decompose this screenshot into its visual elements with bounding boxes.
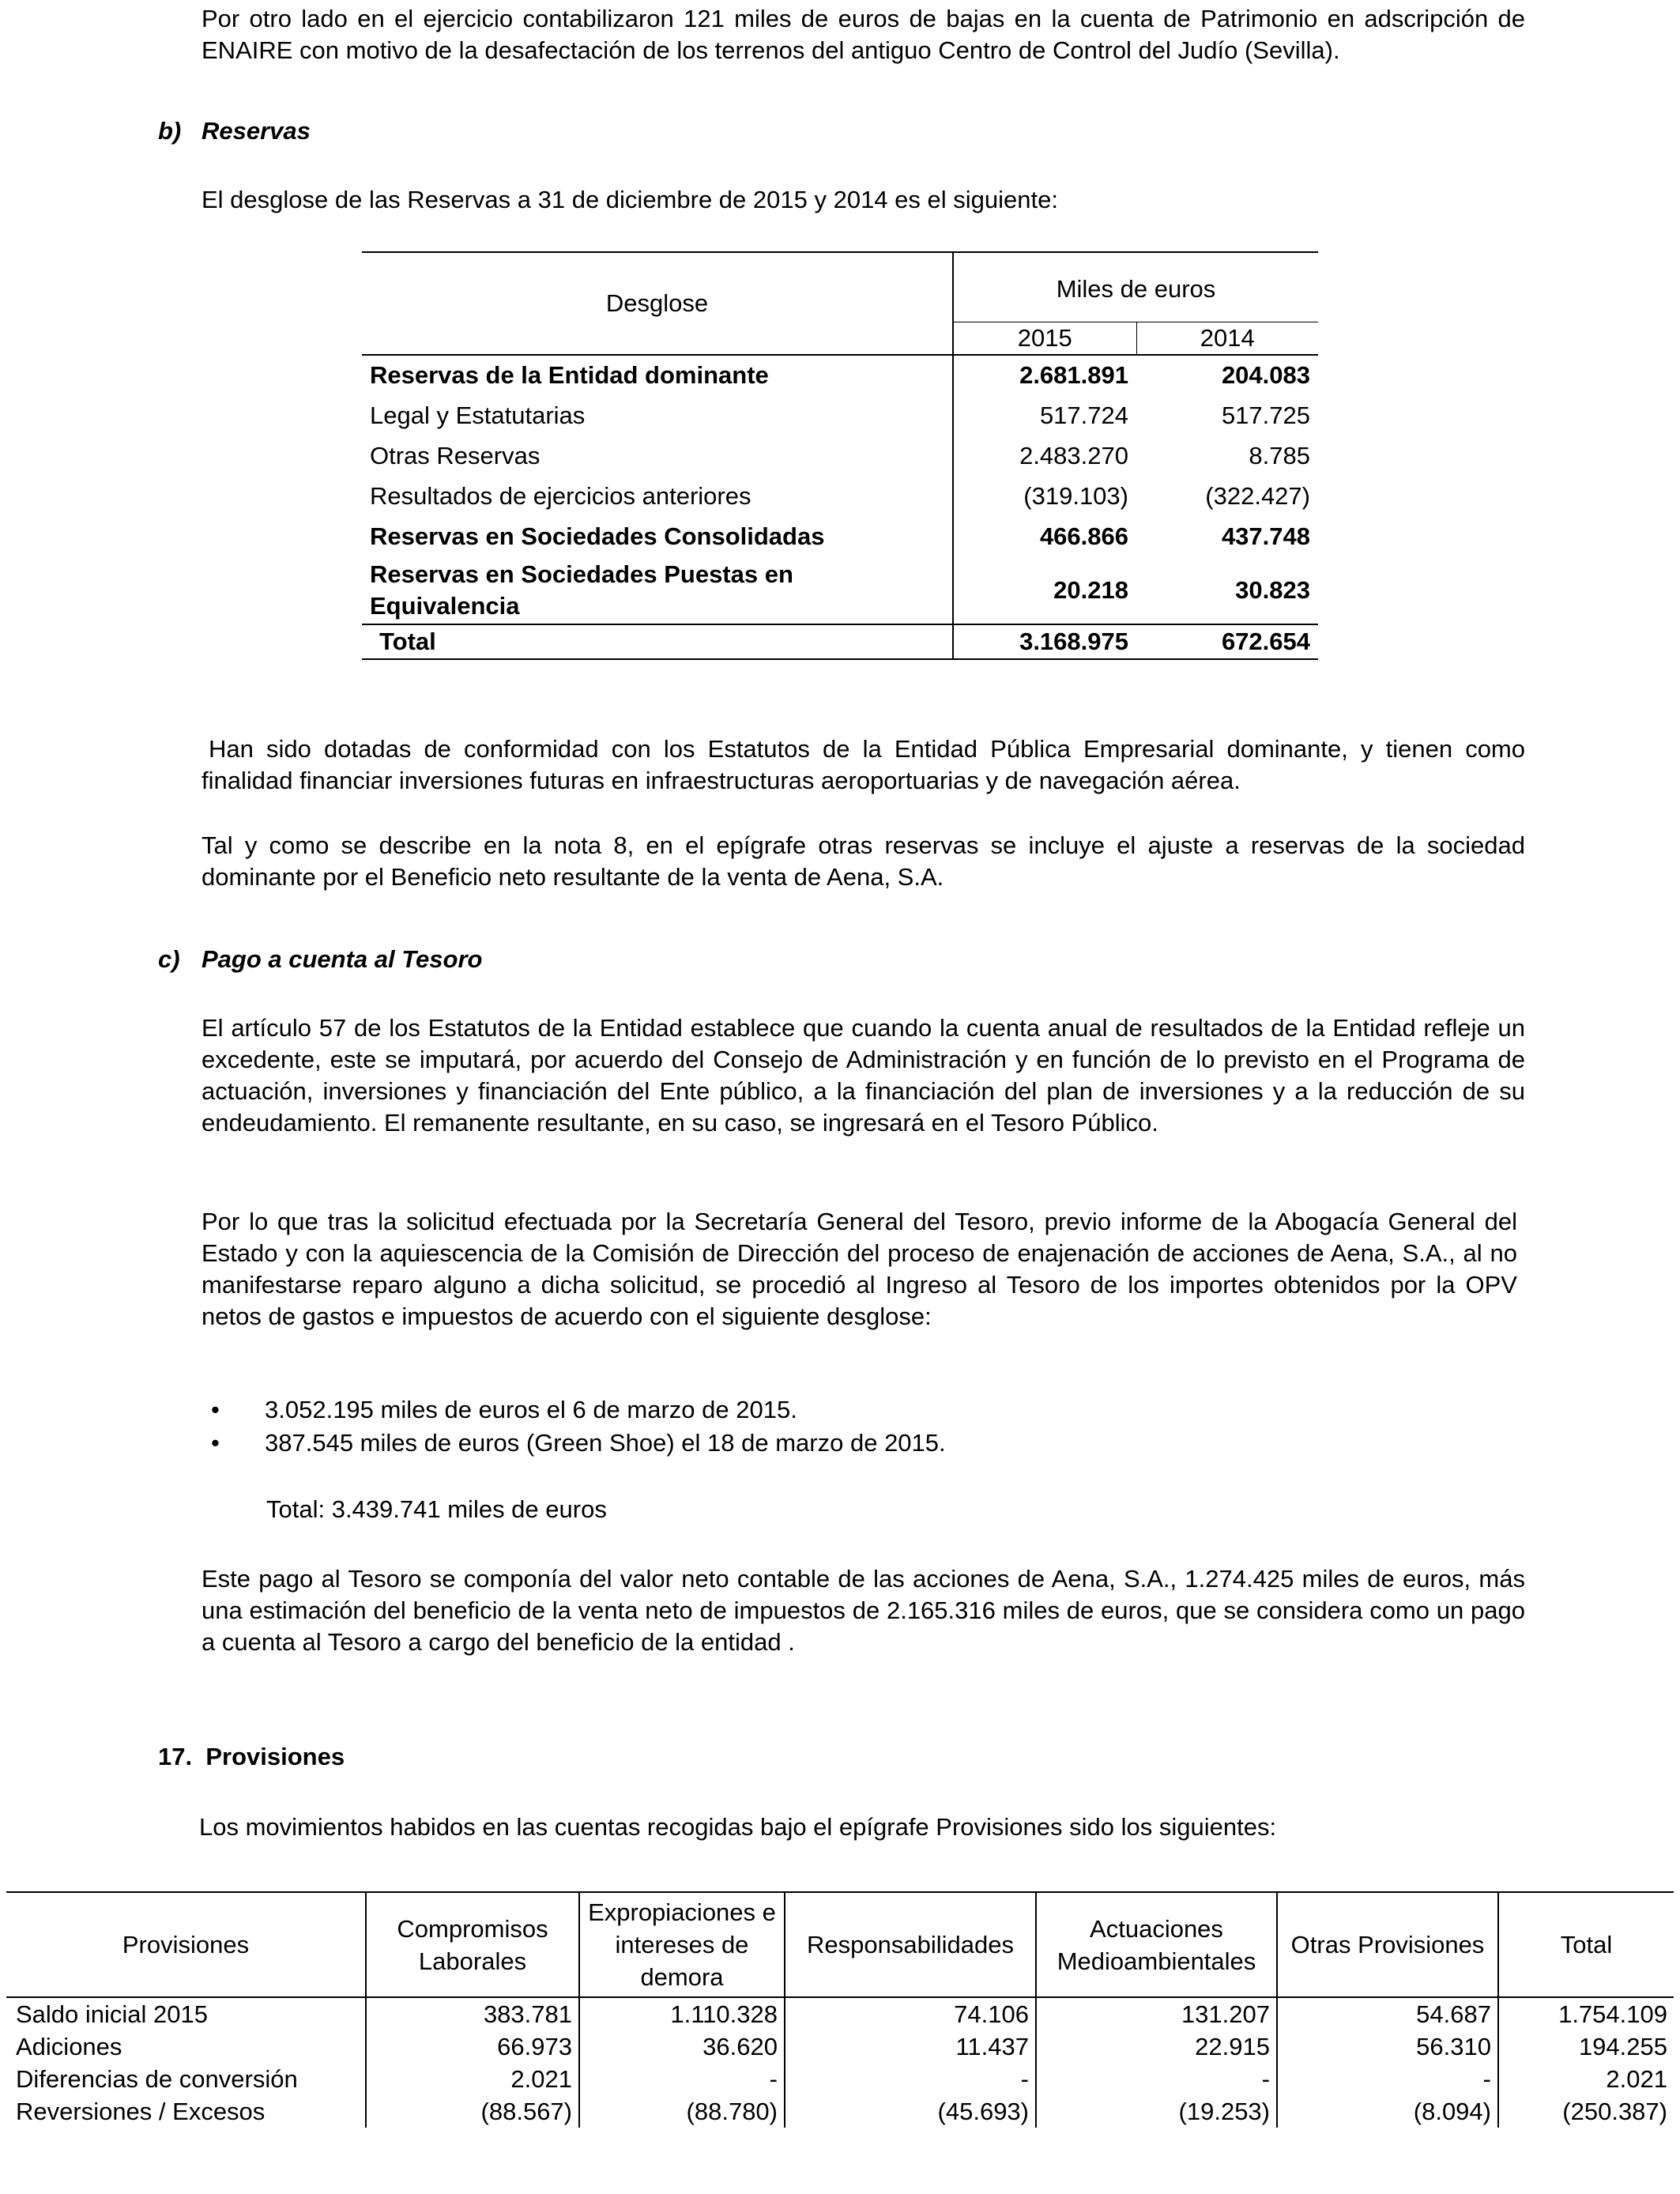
cell: 2.021 [1498, 2063, 1674, 2095]
row-label: Reversiones / Excesos [16, 2098, 266, 2125]
col-header: Provisiones [6, 1892, 366, 1997]
section-17-heading [158, 1741, 345, 1773]
value-2015: 2.681.891 [953, 355, 1136, 395]
section-c-paragraph-1: El artículo 57 de los Estatutos de la Entidad establece que cuando la cuenta anual de resultados de la Entidad refleje un excedente, este se imputará, por acuerdo del Consejo de Administración y en función de lo previsto en el Programa de actuación, inversiones y financiación del Ente público, a la financiación del plan de inversiones y a la reducción de su endeudamiento. El remanente resultante, en su caso, se ingresará en el Tesoro Público. [202, 1014, 1525, 1137]
table-row [6, 2030, 1674, 2063]
cell: - [1277, 2063, 1498, 2095]
list-item: • 387.545 miles de euros (Green Shoe) el 18 de marzo de 2015. [202, 1427, 946, 1460]
section-c-paragraph-2: Por lo que tras la solicitud efectuada por la Secretaría General del Tesoro, previo informe de la Abogacía General del Estado y con la aquiescencia de la Comisión de Dirección del proceso de enajenación de acciones de Aena, S.A., al no manifestarse reparo alguno a dicha solicitud, se procedió al Ingreso al Tesoro de los importes obtenidos por la OPV netos de gastos e impuestos de acuerdo con el siguiente desglose: [202, 1208, 1517, 1330]
table-row-total [362, 624, 1318, 659]
section-c-title: Pago a cuenta al Tesoro [202, 945, 483, 973]
reservas-head-group: Miles de euros [953, 252, 1318, 322]
cell: (8.094) [1277, 2095, 1498, 2128]
cell: 22.915 [1036, 2030, 1277, 2063]
cell: 11.437 [785, 2030, 1036, 2063]
value-2014: (322.427) [1205, 481, 1310, 510]
value-2015: 466.866 [953, 516, 1136, 556]
value-2014: 8.785 [1249, 441, 1310, 469]
cell: - [579, 2063, 785, 2095]
row-label: Adiciones [16, 2033, 122, 2060]
intro-paragraph: Por otro lado en el ejercicio contabilizaron 121 miles de euros de bajas en la cuenta de Patrimonio en adscripción de ENAIRE con motivo de la desafectación de los terrenos del antiguo Centro de Control del Judío (Sevilla). [202, 5, 1525, 64]
value-2014: 30.823 [1235, 575, 1310, 604]
section-17-number: 17. [158, 1743, 193, 1770]
payment-total: Total: 3.439.741 miles de euros [266, 1495, 607, 1523]
provisiones-table [6, 1891, 1674, 2128]
cell: 36.620 [579, 2030, 785, 2063]
cell: (19.253) [1036, 2095, 1277, 2128]
cell: 1.110.328 [579, 1997, 785, 2030]
section-17-intro: Los movimientos habidos en las cuentas recogidas bajo el epígrafe Provisiones sido los siguientes: [199, 1813, 1277, 1841]
section-17-title: Provisiones [205, 1743, 345, 1770]
table-row [362, 395, 1318, 435]
cell: 2.021 [366, 2063, 579, 2095]
cell: 383.781 [366, 1997, 579, 2030]
cell: (88.567) [366, 2095, 579, 2128]
value-2015: 2.483.270 [953, 435, 1136, 476]
list-item: • 3.052.195 miles de euros el 6 de marzo de 2015. [202, 1393, 946, 1427]
cell: 74.106 [785, 1997, 1036, 2030]
table-row [362, 476, 1318, 516]
cell: 131.207 [1036, 1997, 1277, 2030]
value-2015: (319.103) [953, 476, 1136, 516]
table-row [362, 435, 1318, 476]
section-c-paragraph-3: Este pago al Tesoro se componía del valor neto contable de las acciones de Aena, S.A., 1.274.425 miles de euros, más una estimación del beneficio de la venta neto de impuestos de 2.165.316 miles de euros, que se considera como un pago a cuenta al Tesoro a cargo del beneficio de la entidad . [202, 1565, 1525, 1656]
row-label: Legal y Estatutarias [370, 401, 586, 429]
value-2014: 672.654 [1136, 624, 1318, 659]
col-header: Expropiaciones e intereses de demora [579, 1892, 785, 1997]
section-b-heading [158, 115, 311, 147]
section-b-paragraph-2: Tal y como se describe en la nota 8, en el epígrafe otras reservas se incluye el ajuste a reservas de la sociedad dominante por el Beneficio neto resultante de la venta de Aena, S.A. [202, 831, 1525, 891]
row-label: Reservas en Sociedades Puestas en Equivalencia [370, 560, 793, 620]
col-header: Responsabilidades [785, 1892, 1036, 1997]
reservas-head-label: Desglose [362, 252, 953, 355]
section-b-letter: b) [158, 117, 182, 145]
table-row [6, 2095, 1674, 2128]
cell: (88.780) [579, 2095, 785, 2128]
row-label: Total [362, 624, 953, 659]
value-2014: 517.725 [1221, 401, 1310, 429]
col-header: Actuaciones Medioambientales [1036, 1892, 1277, 1997]
row-label: Reservas en Sociedades Consolidadas [370, 522, 825, 550]
col-header: Otras Provisiones [1277, 1892, 1498, 1997]
cell: 56.310 [1277, 2030, 1498, 2063]
table-row [362, 516, 1318, 556]
table-row [362, 355, 1318, 395]
value-2014: 437.748 [1221, 522, 1310, 550]
table-row [6, 1997, 1674, 2030]
table-row [362, 556, 1318, 624]
value-2015: 517.724 [953, 395, 1136, 435]
col-header: Compromisos Laborales [366, 1892, 579, 1997]
value-2014: 204.083 [1221, 361, 1310, 389]
table-row [6, 2063, 1674, 2095]
cell: 54.687 [1277, 1997, 1498, 2030]
section-b-intro: El desglose de las Reservas a 31 de diciembre de 2015 y 2014 es el siguiente: [202, 186, 1058, 213]
cell: - [1036, 2063, 1277, 2095]
section-b-title: Reservas [202, 117, 311, 145]
section-c-letter: c) [158, 945, 180, 973]
row-label: Otras Reservas [370, 441, 541, 469]
row-label: Saldo inicial 2015 [16, 2000, 209, 2028]
cell: (45.693) [785, 2095, 1036, 2128]
value-2015: 20.218 [953, 556, 1136, 624]
section-c-heading [158, 944, 482, 975]
reservas-year-2015: 2015 [953, 322, 1136, 355]
cell: 194.255 [1498, 2030, 1674, 2063]
cell: - [785, 2063, 1036, 2095]
row-label: Resultados de ejercicios anteriores [370, 481, 751, 510]
col-header: Total [1498, 1892, 1674, 1997]
row-label: Diferencias de conversión [16, 2065, 298, 2093]
cell: (250.387) [1498, 2095, 1674, 2128]
row-label: Reservas de la Entidad dominante [370, 361, 769, 389]
section-b-paragraph-1: Han sido dotadas de conformidad con los Estatutos de la Entidad Pública Empresarial dominante, y tienen como finalidad financiar inversiones futuras en infraestructuras aeroportuarias y de navegación aérea. [202, 735, 1525, 794]
payment-list [202, 1393, 946, 1460]
cell: 1.754.109 [1498, 1997, 1674, 2030]
reservas-table [362, 251, 1318, 660]
cell: 66.973 [366, 2030, 579, 2063]
value-2015: 3.168.975 [953, 624, 1136, 659]
reservas-year-2014: 2014 [1136, 322, 1318, 355]
